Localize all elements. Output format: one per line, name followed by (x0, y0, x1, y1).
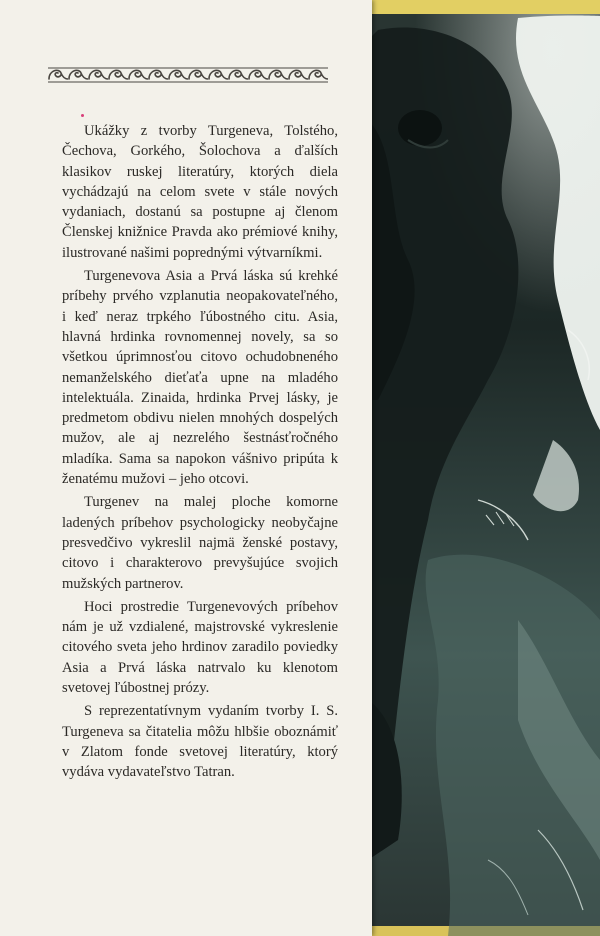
paragraph-intro: Ukážky z tvorby Turgeneva, Tolstého, Čechova, Gorkého, Šolochova a ďalších klasikov ruskej literatúry, ktorých diela vychádzajú na celom svete v stále nových vydaniach, dostanú sa postupne aj členom Členskej knižnice Pravda ako prémiové knihy, ilustrované našimi poprednými výtvarníkmi. (62, 123, 338, 261)
greek-wave-ornament-icon (48, 66, 328, 84)
blurb-text (62, 121, 338, 786)
cover-illustration (368, 0, 600, 936)
paragraph-legacy: Hoci prostredie Turgenevových príbehov nám je už vzdialené, majstrovské vykreslenie citového sveta jeho hrdinov zaradilo poviedky Asia a Prvá láska natrvalo ku klenotom svetovej ľúbostnej prózy. (62, 598, 338, 697)
accent-dot (81, 114, 84, 117)
paragraph-edition: S reprezentatívnym vydaním tvorby I. S. Turgeneva sa čitatelia môžu hlbšie oboznámiť v Zlatom fonde svetovej literatúry, ktorý vydáva vydavateľstvo Tatran. (62, 703, 338, 781)
ink-wash-illustration-icon (368, 0, 600, 936)
paragraph-characters: Turgenev na malej ploche komorne ladených príbehov psychologicky neobyčajne presvedčivo vykreslil najmä ženské postavy, citovo i charakterovo prevyšujúce svojich mužských partnerov. (62, 494, 338, 592)
paragraph-asia-first-love: Turgenevova Asia a Prvá láska sú krehké príbehy prvého vzplanutia neopakovateľného, i keď neraz trpkého ľúbostného citu. Asia, hlavná hrdinka rovnomennej novely, sa so všetkou úprimnosťou citovo ochudobneného nemanželského dieťaťa upne na mladého intelektuála. Zinaida, hrdinka Prvej lásky, je predmetom obdivu nielen mnohých dospelých mužov, ale aj nezrelého šestnásťročného mladíka. Sama sa napokon vášnivo pripúta k ženatému mužovi – jeho otcovi. (62, 268, 338, 488)
